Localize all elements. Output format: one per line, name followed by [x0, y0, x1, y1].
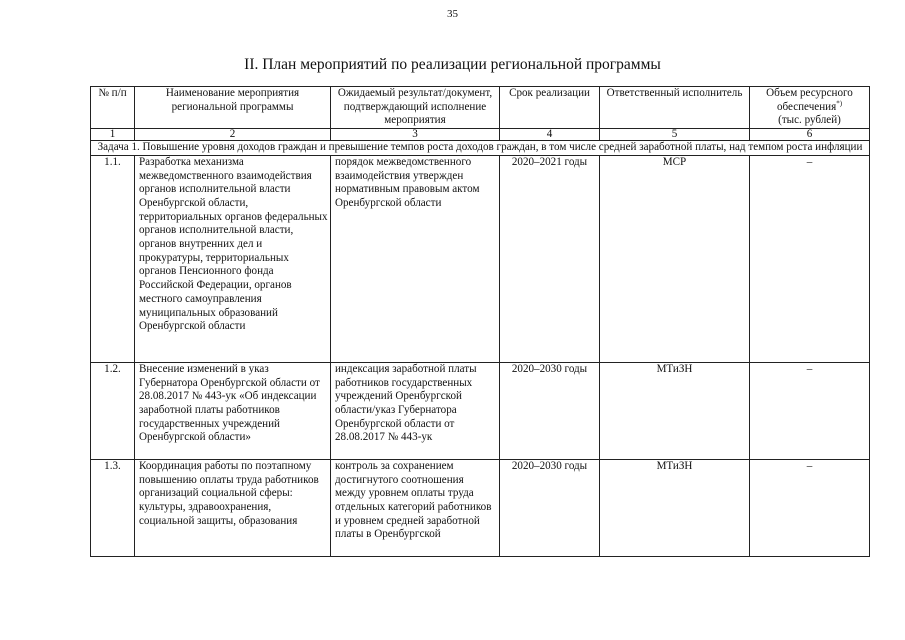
expected-result: индексация заработной платы работников государственных учреждений Оренбургской области/указ Губернатора Оренбургской области от 28.08.2017 № 443-ук: [331, 362, 500, 459]
plan-table: [90, 86, 870, 557]
column-number: 2: [135, 129, 331, 141]
table-header-row: [91, 87, 870, 129]
page-number: 35: [447, 8, 458, 20]
resource-volume: –: [750, 459, 870, 556]
row-number: 1.1.: [91, 155, 135, 362]
event-name: Разработка механизма межведомственного взаимодействия органов исполнительной власти Оренбургской области, территориальных органов федеральных органов исполнительной власти, органов внутренних дел и прокуратуры, территориальных органов Пенсионного фонда Российской Федерации, органов местного самоуправления муниципальных образований Оренбургской области: [135, 155, 331, 362]
header-name: Наименование мероприятия региональной программы: [135, 87, 331, 129]
table-row: [91, 459, 870, 556]
expected-result: контроль за сохранением достигнутого соотношения между уровнем оплаты труда отдельных категорий работников и уровнем средней заработной платы в Оренбургской: [331, 459, 500, 556]
row-number: 1.2.: [91, 362, 135, 459]
header-term: Срок реализации: [500, 87, 600, 129]
responsible-executor: МТиЗН: [600, 362, 750, 459]
header-volume: Объем ресурсного обеспечения*) (тыс. рублей): [750, 87, 870, 129]
row-number: 1.3.: [91, 459, 135, 556]
expected-result: порядок межведомственного взаимодействия утвержден нормативным правовым актом Оренбургской области: [331, 155, 500, 362]
column-number: 5: [600, 129, 750, 141]
footnote-mark: *): [836, 99, 843, 108]
implementation-term: 2020–2030 годы: [500, 459, 600, 556]
header-result: Ожидаемый результат/документ, подтверждающий исполнение мероприятия: [331, 87, 500, 129]
task-heading: Задача 1. Повышение уровня доходов граждан и превышение темпов роста доходов граждан, в том числе средней заработной платы, над темпом роста инфляции: [91, 141, 870, 156]
task-row: [91, 141, 870, 156]
resource-volume: –: [750, 155, 870, 362]
column-number: 3: [331, 129, 500, 141]
responsible-executor: МСР: [600, 155, 750, 362]
column-number: 1: [91, 129, 135, 141]
implementation-term: 2020–2021 годы: [500, 155, 600, 362]
column-number-row: [91, 129, 870, 141]
table-row: [91, 155, 870, 362]
header-executor: Ответственный исполнитель: [600, 87, 750, 129]
column-number: 4: [500, 129, 600, 141]
implementation-term: 2020–2030 годы: [500, 362, 600, 459]
table-row: [91, 362, 870, 459]
section-title: II. План мероприятий по реализации региональной программы: [244, 56, 661, 73]
column-number: 6: [750, 129, 870, 141]
resource-volume: –: [750, 362, 870, 459]
responsible-executor: МТиЗН: [600, 459, 750, 556]
event-name: Координация работы по поэтапному повышению оплаты труда работников организаций социальной сферы: культуры, здравоохранения, социальной защиты, образования: [135, 459, 331, 556]
header-no: № п/п: [91, 87, 135, 129]
event-name: Внесение изменений в указ Губернатора Оренбургской области от 28.08.2017 № 443-ук «Об индексации заработной платы работников государственных учреждений Оренбургской области»: [135, 362, 331, 459]
